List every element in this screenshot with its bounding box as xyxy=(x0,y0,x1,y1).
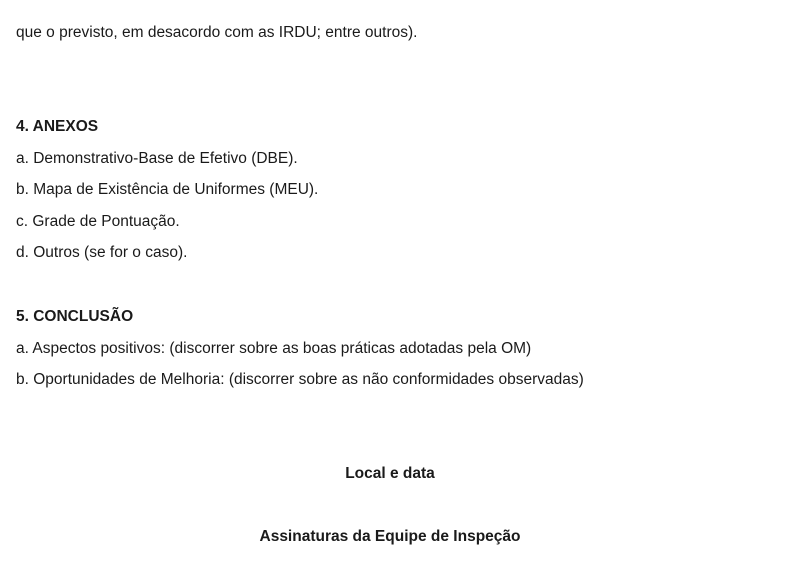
anexo-item-d: d. Outros (se for o caso). xyxy=(16,244,188,261)
assinaturas-equipe: Assinaturas da Equipe de Inspeção xyxy=(259,528,521,545)
local-e-data: Local e data xyxy=(345,465,435,482)
anexo-item-a: a. Demonstrativo-Base de Efetivo (DBE). xyxy=(16,150,298,167)
paragraph-continuation: que o previsto, em desacordo com as IRDU; entre outros). xyxy=(16,24,418,41)
section-heading-conclusao: 5. CONCLUSÃO xyxy=(16,308,134,325)
conclusao-item-a: a. Aspectos positivos: (discorrer sobre as boas práticas adotadas pela OM) xyxy=(16,340,532,357)
anexo-item-c: c. Grade de Pontuação. xyxy=(16,213,180,230)
anexo-item-b: b. Mapa de Existência de Uniformes (MEU). xyxy=(16,181,319,198)
section-heading-anexos: 4. ANEXOS xyxy=(16,118,99,135)
conclusao-item-b: b. Oportunidades de Melhoria: (discorrer sobre as não conformidades observadas) xyxy=(16,371,584,388)
